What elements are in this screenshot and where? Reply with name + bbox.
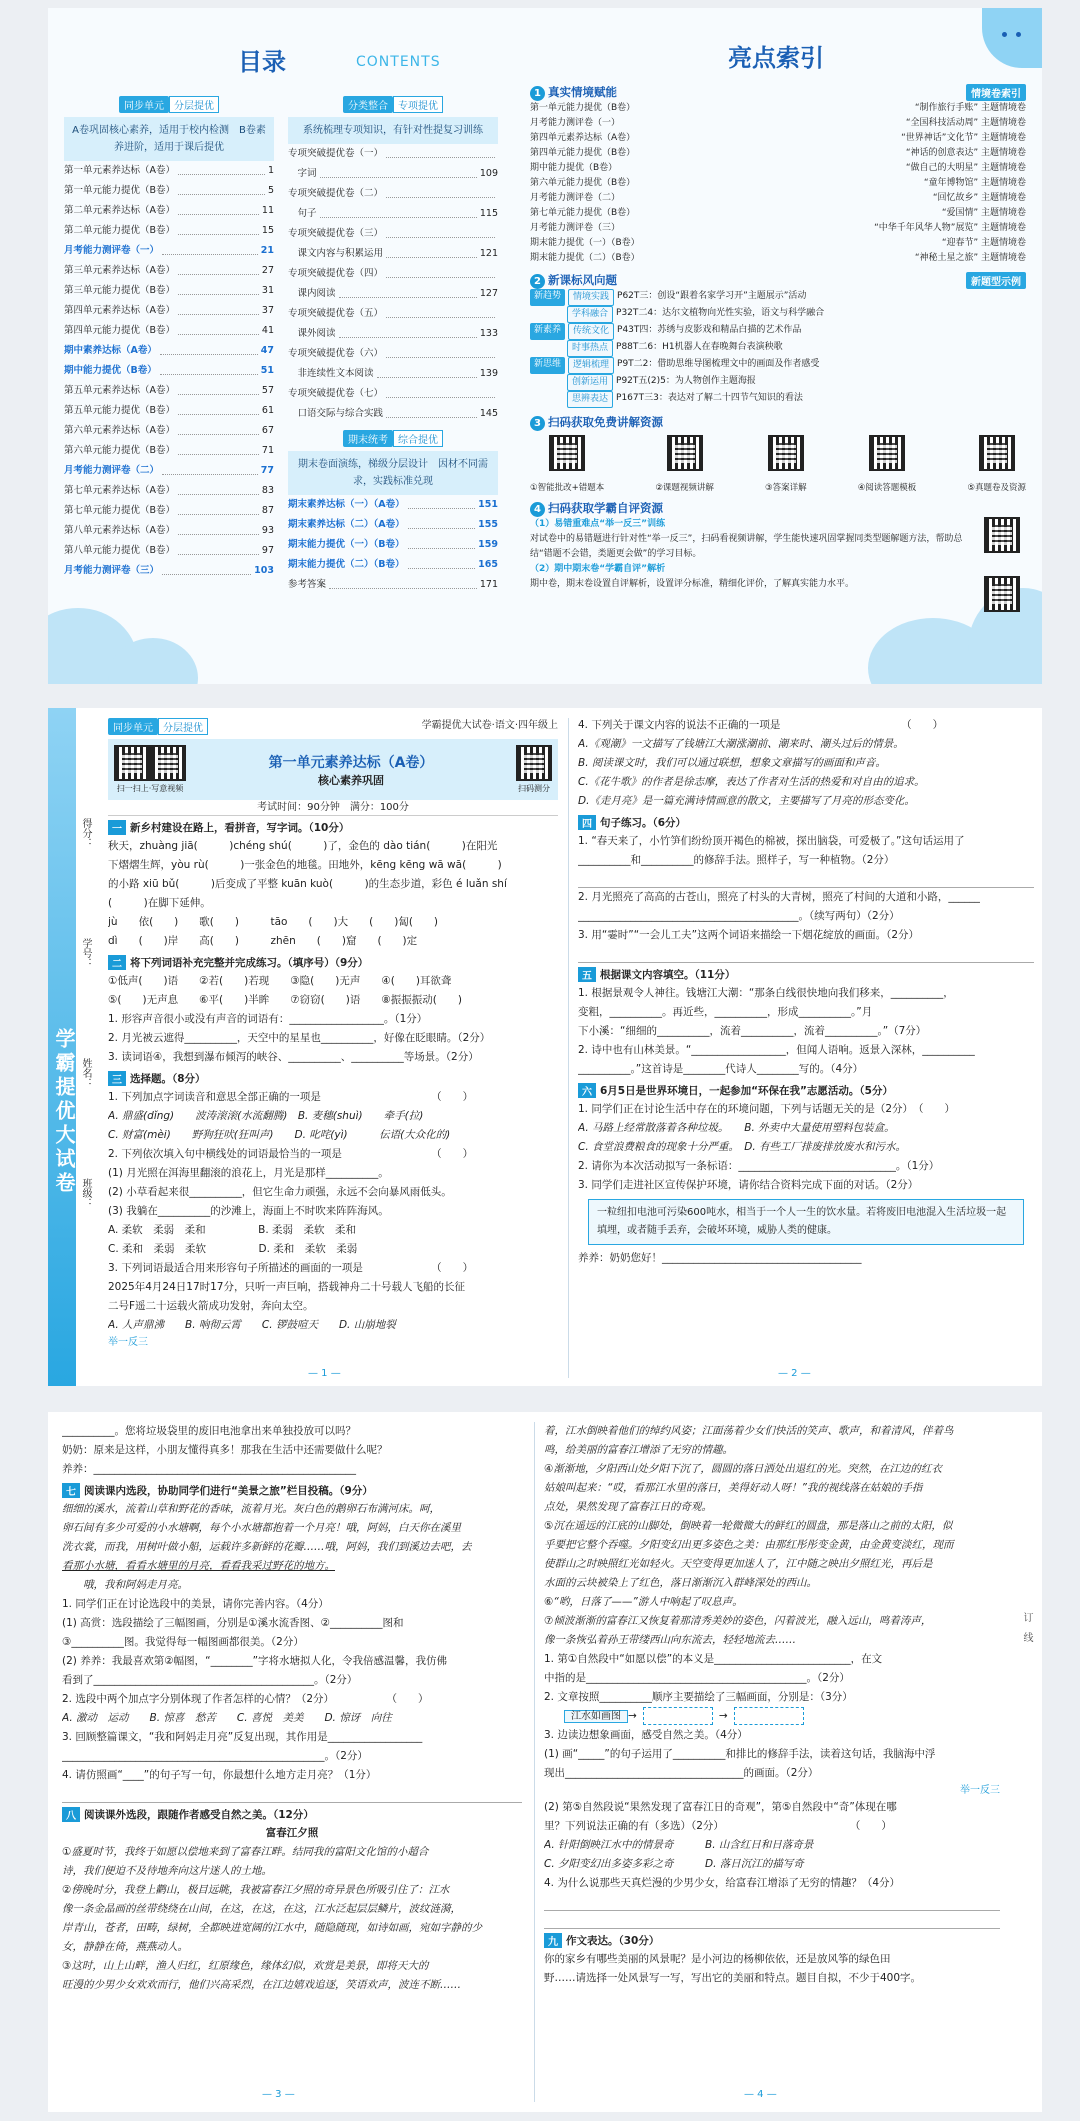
index-s2-type: 逻辑梳理 xyxy=(568,357,614,374)
toc-entry-title: 月考能力测评卷（一） xyxy=(64,245,160,256)
toc-entry-title: 专项突破提优卷（三） xyxy=(288,228,384,239)
index-s2-row xyxy=(530,357,1026,374)
index-s3-title: 扫码获取免费讲解资源 xyxy=(548,415,663,429)
toc-entry[interactable] xyxy=(64,281,274,301)
toc-entry[interactable] xyxy=(64,181,274,201)
index-s1-left: 月考能力测评卷（二） xyxy=(530,193,621,203)
mascot-icon xyxy=(982,8,1042,68)
toc-entry-page: 151 xyxy=(478,499,498,510)
toc-entry[interactable] xyxy=(288,364,498,384)
answer-box[interactable] xyxy=(734,1707,804,1725)
toc-entry-title: 期末能力提优（一）（B卷） xyxy=(288,539,405,550)
exam-left-page: 同步单元 分层提优 学霸提优大试卷·语文·四年级上 扫一扫上·写意视频 第一单元素养达标（A卷） 核心素养巩固 扫码测分 考试时间：90分钟 满分：100分 一 新乡村建设在路上，看拼音，写字词。（10分） 秋天，zhuàng jiā( )chéng shú( )了，金色的 dào tián( )在阳光 下熠熠生辉，yòu rù( )一张金色的地毯。田地外，kēng kēng wā wā( ) 的小路 xiū bǔ( )后变成了平整 kuān kuò( )的生态步道，彩色 é luǎn shí ( )在脚下延伸。 jù 依( ) 歌( ) tāo ( )大 ( )匐( ) dì ( )岸 高( ) zhēn ( )窟 ( )定 二 将下列词语补充完整并完成练习。（填序号）（9分） ①低声( )语 ②若( )若现 ③隐( )无声 ④( )耳欲聋 ⑤( )无声息 ⑥平( )半眸 ⑦窃窃( )语 ⑧振振振动( ) 1. 形容声音很小或没有声音的词语有：__________________。（1分） 2. 月光被云遮得__________，天空中的星星也__________，好像在眨眼睛。（2分） 3. 读词语④，我想到瀑布倾泻的峡谷、__________、__________等场景。（2分） 三 选择题。（8分） 1. 下列加点字词读音和意思全部正确的一项是 （ ） A. 鼎盛(dǐng) 波涛滚滚(水流翻腾) B. 麦穗(shuì) 牵手(拉) C. 财富(mèi) 野狗狂吠(狂叫声) D. 叱咤(yì) 伝语(大众化的) 2. 下列依次填入句中横线处的词语最恰当的一项是 （ ） (1) 月光照在洱海里翻滚的浪花上，月光是那样__________。 (2) 小草看起来很__________，但它生命力顽强，永远不会向暴风雨低头。 (3) 我躺在__________的沙滩上，海面上不时吹来阵阵海风。 A. 柔软 柔弱 柔和 B. 柔弱 柔软 柔和 C. 柔和 柔弱 柔软 D. 柔和 柔软 柔弱 3. 下列词语最适合用来形容句子所描述的画面的一项是 （ ） 2025年4月24日17时17分，只听一声巨响，搭载神舟二十号载人飞船的长征 二号F遥二十运载火箭成功发射，奔向太空。 A. 人声鼎沸 B. 响彻云霄 C. 锣鼓喧天 D. 山崩地裂 举一反三 — 1 — xyxy=(108,720,558,1379)
toc-entry[interactable] xyxy=(288,515,498,535)
tab-comprehensive: 综合提优 xyxy=(393,430,443,447)
toc-entry-page: 27 xyxy=(261,265,274,276)
index-s2-desc: P32T二4：达尔文植物向光性实验，语文与科学融合 xyxy=(616,308,825,318)
toc-entry-page: 115 xyxy=(479,208,498,219)
index-s1-right: “童年博物馆” 主题情境卷 xyxy=(923,178,1026,188)
index-s1-left: 第一单元能力提优（B卷） xyxy=(530,103,636,113)
index-s1-left: 月考能力测评卷（三） xyxy=(530,223,621,233)
answer-box: 江水如画图 xyxy=(564,1710,628,1723)
index-s2-row xyxy=(530,374,1026,391)
toc-page xyxy=(48,8,1042,684)
tab-special: 专项提优 xyxy=(393,96,443,113)
toc-entry-title: 字词 xyxy=(288,168,317,179)
toc-entry-page: 133 xyxy=(479,328,498,339)
tip-badge: 举一反三 xyxy=(108,1337,148,1348)
exam-right-page: 着，江水倒映着他们的绰约风姿；江面荡着少女们快活的笑声、歌声，和着清风，伴着鸟 鸣，给美丽的富春江增添了无穷的情趣。 ④渐渐地，夕阳西山处夕阳下沉了，圆圆的落日洒处出退红的光。突然，在江边的红衣 姑娘叫起来：“哎，看那江水里的落日，美得好动人呀！”我的视线落在姑娘的手指 点处，果然发现了富春江日的奇观。 ⑤沉在遥远的江底的山脚处，倒映着一轮微微大的鲜红的圆盘，那是落山之前的太阳，似 乎要把它整个吞噬。夕阳变幻出更多姿色之美：由那红彤彤变金黄，由金黄变淡红，现而 使群山之时映照红光如轻火。天空变得更加迷人了，江中随之映出夕照红光，再后是 水面的云块被染上了红色，落日渐渐沉入群峰深处的西山。 ⑥“哟，日落了——”游人中响起了叹息声。 ⑦倾波渐渐的富春江又恢复着那清秀美妙的姿色，闪着波光，融入远山，鸣着涛声， 像一条恢弘着孙王带缕西山向东流去，轻轻地流去…… 1. 第①自然段中“如愿以偿”的本义是__________________________，在文 中指的是__________________________________________。（2分） 2. 文章按照__________顺序主要描绘了三幅画面，分别是：（3分） 江水如画图 → → 3. 边读边想象画面，感受自然之美。（4分） (1) 画“_____”的句子运用了__________和排比的修辞手法，读着这句话，我脑海中浮 现出__________________________________的画面。（2分） 举一反三 (2) 第⑤自然段说“果然发现了富春江日的奇观”，第⑤自然段中“奇”体现在哪 里？下列说法正确的有（多选）（2分） （ ） A. 针阳倒映江水中的情景奇 B. 山含红日和日落奇景 C. 夕阳变幻出多姿多彩之奇 D. 落日沉江的描写奇 4. 为什么说那些天真烂漫的少男少女，给富春江增添了无穷的情趣？（4分） 九 作文表达。（30分） 你的家乡有哪些美丽的风景呢？是小河边的杨柳依依，还是放风筝的绿色田 野……请选择一处风景写一写，写出它的美丽和特点。题目自拟，不少于400字。 — 4 — xyxy=(544,1425,1000,2100)
info-box: 一粒纽扣电池可污染600吨水，相当于一个人一生的饮水量。若将废旧电池混入生活垃圾一起填埋，或者随手丢弃，会破坏环境，威胁人类的健康。 xyxy=(588,1199,1024,1245)
running-head: 学霸提优大试卷·语文·四年级上 xyxy=(421,720,558,731)
index-s2-row xyxy=(530,340,1026,357)
toc-entry-title: 专项突破提优卷（一） xyxy=(288,148,384,159)
index-column: 1 真实情境赋能 情境卷索引 第一单元能力提优（B卷） “制作旅行手账” 主题情境卷 月考能力测评卷（一） “全国科技活动周” 主题情境卷 第四单元素养达标（A卷） “世界神话”文化节” 主题情境卷 第四单元能力提优（B卷） “神话的创意表达” 主题情境卷 期中能力提优（B卷） “做自己的大明星” 主题情境卷 第六单元能力提优（B卷） “童年博物馆” 主题情境卷 月考能力测评卷（二） “回忆故乡” 主题情境卷 第七单元能力提优（B卷） “爱国情” 主题情境卷 月考能力测评卷（三） “中华千年风华人物”展览” 主题情境卷 期末能力提优（一）（B卷） “迎春节” 主题情境卷 期末能力提优（二）（B卷） “神秘土星之旅” 主题情境卷 2 新课标风向题 新题型示例 新趋势 情境实践 P62T三：创设“跟着名家学习开”主题展示”活动 学科融合 P32T二4：达尔文植物向光性实验，语文与科学融合 新素养 传统文化 P43T四：苏绣与皮影戏和精品白描的艺术作品 时事热点 P88T二6：H1机器人在春晚舞台表演秧歌 新思维 逻辑梳理 P9T二2：借助思维导图梳理文中的画面及作者感受 创新运用 P92T五(2)5：为人物创作主题海报 思辨表达 P167T三3：表达对了解二十四节气知识的看法 3 扫码获取免费讲解资源 ①智能批改+错题本 ②课题视频讲解 ③答案详解 ④阅读答题模板 ⑤真题卷及资源 4 扫码获取学霸自评资源 （1）易错重难点“举一反三”训练 对试卷中的易错题进行针对性“举一反三”，扫码看视频讲解，学生能快速巩固掌握同类型题解题方法，帮助总结“错题不会错，类题更会做”的学习目标。 （2）期中期末卷“学霸自评”解析 期中卷，期末卷设置自评解析，设置评分标准，精细化评价，了解真实能力水平。 xyxy=(530,80,1026,660)
toc-contents-en: CONTENTS xyxy=(356,54,441,70)
side-strip xyxy=(48,708,76,1386)
index-s1-right: “爱国情” 主题情境卷 xyxy=(941,208,1026,218)
toc-entry-page: 61 xyxy=(261,405,274,416)
index-s1-row xyxy=(530,221,1026,236)
toc-entry[interactable] xyxy=(64,161,274,181)
qr-item[interactable] xyxy=(858,435,917,494)
toc-entry-title: 第二单元素养达标（A卷） xyxy=(64,205,175,216)
toc-entry-page: 127 xyxy=(479,288,498,299)
toc-entry-title: 第二单元能力提优（B卷） xyxy=(64,225,176,236)
toc-list-mid xyxy=(288,144,498,424)
toc-entry-title: 专项突破提优卷（六） xyxy=(288,348,384,359)
toc-entry-title: 专项突破提优卷（七） xyxy=(288,388,384,399)
toc-entry-page: 21 xyxy=(260,245,274,256)
toc-entry-title: 第三单元能力提优（B卷） xyxy=(64,285,176,296)
toc-entry-title: 月考能力测评卷（三） xyxy=(64,565,160,576)
toc-entry-page: 41 xyxy=(261,325,274,336)
index-s1-right: “中华千年风华人物”展览” 主题情境卷 xyxy=(874,223,1026,233)
toc-entry-page: 1 xyxy=(267,165,274,176)
page-divider xyxy=(568,718,569,1378)
toc-entry-page: 145 xyxy=(479,408,498,419)
toc-entry-page: 103 xyxy=(254,565,274,576)
index-s4-b-desc: 期中卷，期末卷设置自评解析，设置评分标准，精细化评价，了解真实能力水平。 xyxy=(530,579,855,589)
index-s2-desc: P9T二2：借助思维导图梳理文中的画面及作者感受 xyxy=(617,359,820,369)
exam-title-band: 扫一扫上·写意视频 第一单元素养达标（A卷） 核心素养巩固 扫码测分 xyxy=(108,739,558,800)
toc-entry-title: 第一单元素养达标（A卷） xyxy=(64,165,175,176)
exam-meta: 考试时间：90分钟 满分：100分 xyxy=(108,800,558,816)
qr-code[interactable] xyxy=(768,435,804,471)
index-s1-row xyxy=(530,206,1026,221)
toc-list-left xyxy=(64,161,274,581)
index-s1-row xyxy=(530,101,1026,116)
tab-layered: 分层提优 xyxy=(169,96,219,113)
toc-title: 目录 xyxy=(238,48,286,76)
index-s1-right: “世界神话”文化节” 主题情境卷 xyxy=(901,133,1026,143)
toc-entry-title: 课内阅读 xyxy=(288,288,336,299)
toc-column-left xyxy=(64,94,274,634)
exam-left-page: __________。您将垃圾袋里的废旧电池拿出来单独投放可以吗？ 奶奶：原来是这样，小朋友懂得真多！那我在生活中还需要做什么呢？ 养养：__________________________________________________ 七 阅读课内选段，协助同学们进行“美景之旅”栏目投稿。（9分） 细细的溪水，流着山草和野花的香味，流着月光。灰白色的鹅卵石布满河床。呵， 卵石间有多少可爱的小水塘啊，每个小水塘都抱着一个月亮！哦，阿妈，白天你在溪里 洗衣裳，而我，用树叶做小船，运载许多新鲜的花瓣……哦，阿妈，我们到溪边去吧，去 看那小水塘，看看水塘里的月亮，看看我采过野花的地方。 哦，我和阿妈走月亮。 1. 同学们正在讨论选段中的美景，请你完善内容。（4分） (1) 高赏：选段描绘了三幅图画，分别是①溪水流香图、②__________图和 ③__________图。我觉得每一幅图画都很美。（2分） (2) 养养：我最喜欢第②幅图，“________”字将水塘拟人化，令我倍感温馨，我仿佛 看到了__________________________________________。（2分） 2. 选段中两个加点字分别体现了作者怎样的心情？（2分） （ ） A. 激动 运动 B. 惊喜 愁苦 C. 喜悦 美美 D. 惊讶 向往 3. 回顾整篇课文，“我和阿妈走月亮”反复出现，其作用是__________________ __________________________________________________。（2分） 4. 请仿照画“____”的句子写一句，你最想什么地方走月亮？（1分） 八 阅读课外选段，跟随作者感受自然之美。（12分） 富春江夕照 ①盛夏时节，我终于如愿以偿地来到了富春江畔。结同我的富阳文化馆的小超合 诗，我们便迫不及待地奔向这片迷人的土地。 ②傍晚时分，我登上鹳山，极目远眺，我被富春江夕照的奇异景色所吸引住了：江水 像一条金晶画的丝带绕绕在山间，在这，在这，在这，江水泛起层层鳞片，波纹涟漪， 岸青山，苍者，田畴，绿树，全都映进宽阔的江水中，随隐随现，如诗如画，宛如字静的少 女，静静在倚，燕燕动人。 ③这时，山上山畔，渔人归红，红原缘色，缘体幻似，欢赏是美景，即将天大的 旺漫的少男少女欢欢而行，他们兴高采烈，在江边嬉戏追逐，笑语欢声，波连不断…… — 3 — xyxy=(62,1422,522,2102)
index-s1-row xyxy=(530,236,1026,251)
index-s2-type: 情境实践 xyxy=(568,289,614,306)
toc-entry-page: 57 xyxy=(261,385,274,396)
toc-entry-page: 11 xyxy=(261,205,274,216)
index-s2-group: 新素养 xyxy=(530,323,565,340)
toc-entry-title: 句子 xyxy=(288,208,317,219)
toc-entry-page: 155 xyxy=(478,519,498,530)
exam-title: 第一单元素养达标（A卷） xyxy=(268,754,434,771)
toc-entry[interactable] xyxy=(288,284,498,304)
index-s1-left: 第七单元能力提优（B卷） xyxy=(530,208,636,218)
exam-page-3-4 xyxy=(48,1412,1042,2112)
toc-entry-page: 139 xyxy=(479,368,498,379)
toc-entry[interactable] xyxy=(64,461,274,481)
qr-item[interactable] xyxy=(655,435,714,494)
tip-badge: 举一反三 xyxy=(960,1785,1000,1796)
toc-entry-page: 77 xyxy=(260,465,274,476)
toc-entry[interactable] xyxy=(64,421,274,441)
toc-entry[interactable] xyxy=(64,201,274,221)
toc-entry[interactable] xyxy=(64,481,274,501)
index-s2-tag: 新题型示例 xyxy=(966,272,1026,289)
tab-classify: 分类整合 xyxy=(343,96,393,113)
index-s1-right: “神秘土星之旅” 主题情境卷 xyxy=(914,253,1026,263)
toc-entry-title: 非连续性文本阅读 xyxy=(288,368,374,379)
index-s1-left: 第六单元能力提优（B卷） xyxy=(530,178,636,188)
toc-entry-title: 第六单元能力提优（B卷） xyxy=(64,445,176,456)
index-s2-group: 新趋势 xyxy=(530,289,565,306)
index-s2-desc: P167T三3：表达对了解二十四节气知识的看法 xyxy=(616,393,803,403)
toc-entry[interactable] xyxy=(288,164,498,184)
toc-entry-page: 37 xyxy=(261,305,274,316)
passage-title: 富春江夕照 xyxy=(265,1827,319,1839)
index-s2-row xyxy=(530,323,1026,340)
toc-entry[interactable] xyxy=(288,244,498,264)
index-s1-tag: 情境卷索引 xyxy=(966,84,1026,101)
index-s1-right: “制作旅行手账” 主题情境卷 xyxy=(914,103,1026,113)
toc-entry[interactable] xyxy=(64,361,274,381)
qr-code[interactable] xyxy=(516,745,552,781)
index-s1-right: “神话的创意表达” 主题情境卷 xyxy=(905,148,1026,158)
toc-entry-title: 课外阅读 xyxy=(288,328,336,339)
toc-intro-mid2: 期末卷面演练，梯级分层设计 因材不同需求，实践标准兑现 xyxy=(288,451,498,495)
toc-entry[interactable] xyxy=(64,321,274,341)
index-s1-list xyxy=(530,101,1026,266)
index-s1-row xyxy=(530,116,1026,131)
toc-entry-page: 165 xyxy=(478,559,498,570)
index-s1-row xyxy=(530,131,1026,146)
qr-item[interactable] xyxy=(967,435,1026,494)
qr-item-label: ③答案详解 xyxy=(765,483,807,493)
toc-entry-title: 第七单元素养达标（A卷） xyxy=(64,485,175,496)
index-s1-right: “回忆故乡” 主题情境卷 xyxy=(932,193,1026,203)
index-s4-a: （1）易错重难点“举一反三”训练 xyxy=(530,519,666,529)
answer-box[interactable] xyxy=(643,1707,713,1725)
toc-entry[interactable] xyxy=(288,324,498,344)
index-s2-desc: P92T五(2)5：为人物创作主题海报 xyxy=(616,376,756,386)
index-s1-right: “全国科技活动周” 主题情境卷 xyxy=(905,118,1026,128)
toc-entry-title: 期末能力提优（二）（B卷） xyxy=(288,559,405,570)
index-title: 亮点索引 xyxy=(728,44,824,72)
toc-entry-title: 第八单元素养达标（A卷） xyxy=(64,525,175,536)
exam-right-page: 4. 下列关于课文内容的说法不正确的一项是 （ ） A.《观潮》一文描写了钱塘江大潮涨潮前、潮来时、潮头过后的情景。 B. 阅读课文时，我们可以通过联想，想象文章描写的画面和声音。 C.《花牛歌》的作者是徐志摩，表达了作者对生活的热爱和对自由的追求。 D.《走月亮》是一篇充满诗情画意的散文，主要描写了月亮的形态变化。 四 句子练习。（6分） 1. “春天来了，小竹笋们纷纷顶开褐色的棉被，探出脑袋，可爱极了。”这句话运用了 __________和__________的修辞手法。照样子，写一种植物。（2分） 2. 月光照亮了高高的古苍山，照亮了村头的大青树，照亮了村间的大道和小路，______ __________________________________________。（续写两句）（2分） 3. 用“霎时”“一会儿工夫”这两个词语来描绘一下烟花绽放的画面。（2分） 五 根据课文内容填空。（11分） 1. 根据景观令人神往。钱塘江大潮：“那条白线很快地向我们移来，__________， 变粗，__________。再近些，__________，形成__________。”月 下小溪：“细细的__________，流着__________，流着__________。”（7分） 2. 诗中也有山林美景。“__________________，但闻人语响。返景入深林，__________ __________。”这首诗是________代诗人________写的。（4分） 六 6月5日是世界环境日，一起参加“环保在我”志愿活动。（5分） 1. 同学们正在讨论生活中存在的环境问题，下列与话题无关的是（2分） （ ） A. 马路上经常散落着各种垃圾。 B. 外卖中大量使用塑料包装盒。 C. 食堂浪费粮食的现象十分严重。 D. 有些工厂排废排放废水和污水。 2. 请你为本次活动拟写一条标语：______________________________。（1分） 3. 同学们走进社区宣传保护环境，请你结合资料完成下面的对话。（2分） 一粒纽扣电池可污染600吨水，相当于一个人一生的饮水量。若将废旧电池混入生活垃圾一起填埋，或者随手丢弃，会破坏环境，威胁人类的健康。 养养：奶奶您好！______________________________________ — 2 — xyxy=(578,716,1034,1381)
toc-entry-page: 159 xyxy=(478,539,498,550)
index-s2-type: 时事热点 xyxy=(567,340,613,357)
toc-entry-page: 121 xyxy=(479,248,498,259)
toc-entry[interactable] xyxy=(64,221,274,241)
brand-vertical: 学霸提优大试卷 xyxy=(52,1028,76,1196)
index-s1-row xyxy=(530,161,1026,176)
toc-entry[interactable] xyxy=(288,555,498,575)
index-s2-row xyxy=(530,289,1026,306)
toc-entry-title: 第四单元能力提优（B卷） xyxy=(64,325,176,336)
toc-entry-title: 第五单元素养达标（A卷） xyxy=(64,385,175,396)
index-s2-group: 新思维 xyxy=(530,357,565,374)
toc-entry-page: 97 xyxy=(261,545,274,556)
exam-subtitle: 核心素养巩固 xyxy=(318,773,384,787)
index-s1-left: 期中能力提优（B卷） xyxy=(530,163,618,173)
index-s2-row xyxy=(530,391,1026,408)
toc-entry[interactable] xyxy=(64,561,274,581)
index-s1-row xyxy=(530,176,1026,191)
toc-entry[interactable] xyxy=(288,384,498,404)
qr-code[interactable] xyxy=(549,435,585,471)
index-s1-left: 第四单元素养达标（A卷） xyxy=(530,133,636,143)
toc-entry-title: 第一单元能力提优（B卷） xyxy=(64,185,176,196)
toc-entry-title: 第六单元素养达标（A卷） xyxy=(64,425,175,436)
tab-final: 期末统考 xyxy=(343,430,393,447)
toc-entry-title: 月考能力测评卷（二） xyxy=(64,465,160,476)
toc-entry[interactable] xyxy=(64,501,274,521)
toc-entry[interactable] xyxy=(288,144,498,164)
toc-entry-title: 专项突破提优卷（四） xyxy=(288,268,384,279)
toc-entry-page: 5 xyxy=(267,185,274,196)
toc-entry[interactable] xyxy=(288,344,498,364)
index-s2-title: 新课标风向题 xyxy=(548,273,617,287)
toc-entry-page: 93 xyxy=(261,525,274,536)
qr-item-label: ②课题视频讲解 xyxy=(655,483,714,493)
toc-entry-title: 第四单元素养达标（A卷） xyxy=(64,305,175,316)
toc-entry-page: 109 xyxy=(479,168,498,179)
index-s2-type: 思辨表达 xyxy=(567,391,613,408)
toc-entry-title: 口语交际与综合实践 xyxy=(288,408,384,419)
toc-list-final xyxy=(288,495,498,595)
toc-entry-title: 第八单元能力提优（B卷） xyxy=(64,545,176,556)
index-s2-row xyxy=(530,306,1026,323)
index-s1-left: 月考能力测评卷（一） xyxy=(530,118,621,128)
qr-code[interactable] xyxy=(150,745,186,781)
index-s1-right: “做自己的大明星” 主题情境卷 xyxy=(905,163,1026,173)
margin-labels: 得分： 学号： 姓名： 班级： xyxy=(80,818,91,1208)
index-s1-left: 第四单元能力提优（B卷） xyxy=(530,148,636,158)
index-s1-right: “迎春节” 主题情境卷 xyxy=(941,238,1026,248)
toc-intro-left: A卷巩固核心素养，适用于校内检测 B卷素养进阶，适用于课后提优 xyxy=(64,117,274,161)
index-s2-type: 创新运用 xyxy=(567,374,613,391)
toc-entry-title: 课文内容与积累运用 xyxy=(288,248,384,259)
toc-entry-page: 83 xyxy=(261,485,274,496)
toc-entry[interactable] xyxy=(64,241,274,261)
binding-line-label: 订 线 xyxy=(1021,1612,1032,1642)
toc-entry-page: 87 xyxy=(261,505,274,516)
index-s1-title: 真实情境赋能 xyxy=(548,85,617,99)
toc-entry-title: 期中素养达标（A卷） xyxy=(64,345,157,356)
toc-entry[interactable] xyxy=(64,401,274,421)
toc-entry-page: 67 xyxy=(261,425,274,436)
qr-code[interactable] xyxy=(114,745,150,781)
qr-code[interactable] xyxy=(979,435,1015,471)
toc-entry-title: 第七单元能力提优（B卷） xyxy=(64,505,176,516)
qr-item-label: ⑤真题卷及资源 xyxy=(967,483,1026,493)
toc-entry-title: 参考答案 xyxy=(288,579,327,590)
toc-entry-title: 期末素养达标（二）（A卷） xyxy=(288,519,405,530)
toc-entry[interactable] xyxy=(64,261,274,281)
toc-entry-title: 专项突破提优卷（五） xyxy=(288,308,384,319)
qr-code[interactable] xyxy=(869,435,905,471)
toc-entry[interactable] xyxy=(288,404,498,424)
toc-entry-page: 171 xyxy=(479,579,498,590)
toc-entry[interactable] xyxy=(288,184,498,204)
toc-entry-title: 第五单元能力提优（B卷） xyxy=(64,405,176,416)
toc-entry-title: 专项突破提优卷（二） xyxy=(288,188,384,199)
qr-item[interactable] xyxy=(765,435,807,494)
toc-entry-page: 47 xyxy=(260,345,274,356)
toc-entry[interactable] xyxy=(64,301,274,321)
toc-entry[interactable] xyxy=(288,535,498,555)
index-s1-row xyxy=(530,251,1026,266)
toc-entry-page: 15 xyxy=(261,225,274,236)
page-divider xyxy=(534,1422,535,2102)
toc-entry[interactable] xyxy=(64,541,274,561)
toc-entry[interactable] xyxy=(288,304,498,324)
qr-code[interactable] xyxy=(984,517,1020,553)
toc-entry-title: 期末素养达标（一）（A卷） xyxy=(288,499,405,510)
index-s1-left: 期末能力提优（一）（B卷） xyxy=(530,238,640,248)
index-s1-row xyxy=(530,191,1026,206)
exam-page-1-2 xyxy=(48,708,1042,1386)
toc-entry[interactable] xyxy=(288,575,498,595)
toc-entry-title: 第三单元素养达标（A卷） xyxy=(64,265,175,276)
toc-column-mid xyxy=(288,94,498,634)
qr-code[interactable] xyxy=(667,435,703,471)
toc-entry[interactable] xyxy=(64,341,274,361)
qr-item-label: ④阅读答题模板 xyxy=(857,483,917,493)
toc-entry[interactable] xyxy=(288,224,498,244)
qr-item-label: ①智能批改+错题本 xyxy=(530,483,605,493)
index-s2-desc: P88T二6：H1机器人在春晚舞台表演秧歌 xyxy=(616,342,783,352)
index-s4-b: （2）期中期末卷“学霸自评”解析 xyxy=(530,564,666,574)
index-qr-list xyxy=(530,435,1026,494)
toc-entry-title: 期中能力提优（B卷） xyxy=(64,365,157,376)
toc-intro-mid: 系统梳理专项知识，有针对性提复习训练 xyxy=(288,117,498,144)
toc-entry-page: 51 xyxy=(260,365,274,376)
toc-entry-page: 31 xyxy=(261,285,274,296)
index-s4-a-desc: 对试卷中的易错题进行针对性“举一反三”，扫码看视频讲解，学生能快速巩固掌握同类型题解题方法，帮助总结“错题不会错，类题更会做”的学习目标。 xyxy=(530,534,963,559)
toc-entry[interactable] xyxy=(288,204,498,224)
toc-entry[interactable] xyxy=(288,264,498,284)
index-s4-title: 扫码获取学霸自评资源 xyxy=(548,501,663,515)
toc-entry[interactable] xyxy=(64,441,274,461)
index-s2-desc: P43T四：苏绣与皮影戏和精品白描的艺术作品 xyxy=(617,325,802,335)
index-s2-type: 学科融合 xyxy=(567,306,613,323)
index-s2-type: 传统文化 xyxy=(568,323,614,340)
toc-entry[interactable] xyxy=(64,521,274,541)
toc-entry[interactable] xyxy=(288,495,498,515)
index-s2-list xyxy=(530,289,1026,408)
tab-sync-unit: 同步单元 xyxy=(119,96,169,113)
index-s2-desc: P62T三：创设“跟着名家学习开”主题展示”活动 xyxy=(617,291,807,301)
qr-code[interactable] xyxy=(984,576,1020,612)
qr-item[interactable] xyxy=(530,435,604,494)
index-s1-row xyxy=(530,146,1026,161)
index-s1-left: 期末能力提优（二）（B卷） xyxy=(530,253,640,263)
toc-entry[interactable] xyxy=(64,381,274,401)
toc-entry-page: 71 xyxy=(261,445,274,456)
